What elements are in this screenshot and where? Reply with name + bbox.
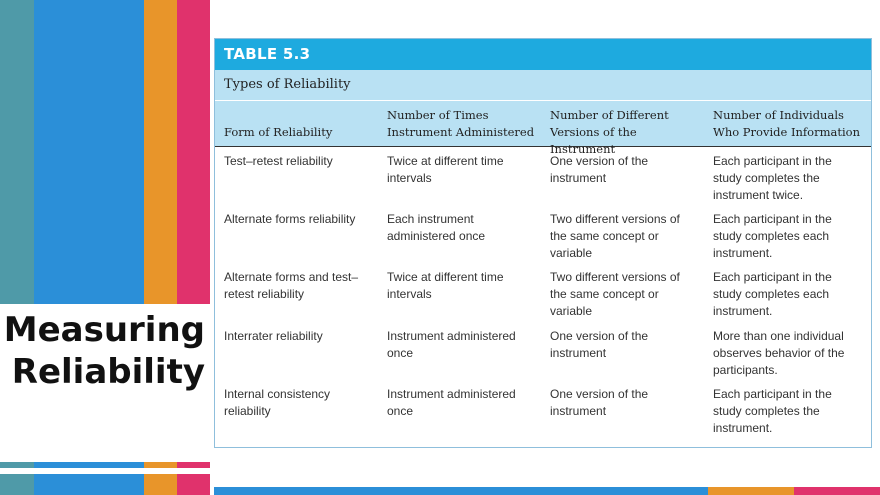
decor-band bbox=[0, 468, 213, 474]
table-cell: Alternate forms reliability bbox=[224, 212, 356, 226]
table-cell: Twice at different time intervals bbox=[387, 270, 504, 301]
table-cell: Each participant in the study completes the instrument twice. bbox=[713, 154, 832, 202]
title-band bbox=[0, 304, 213, 462]
column-header: Number of Different Versions of the Instrument bbox=[550, 108, 669, 156]
table-cell: Alternate forms and test–retest reliability bbox=[224, 270, 359, 301]
table-label: TABLE 5.3 bbox=[224, 45, 311, 63]
reliability-table bbox=[214, 38, 872, 448]
table-cell: Each participant in the study completes each instrument. bbox=[713, 212, 832, 260]
table-cell: One version of the instrument bbox=[550, 387, 649, 418]
column-header: Number of Individuals Who Provide Information bbox=[713, 108, 860, 139]
table-label-bar bbox=[215, 39, 871, 70]
table-cell: Test–retest reliability bbox=[224, 154, 333, 168]
column-header: Form of Reliability bbox=[224, 125, 333, 139]
table-cell: Instrument administered once bbox=[387, 329, 516, 360]
table-header-row bbox=[215, 101, 871, 156]
slide-title: Measuring Reliability bbox=[3, 310, 205, 392]
table-cell: Internal consistency reliability bbox=[224, 387, 331, 418]
table-cell: One version of the instrument bbox=[550, 154, 649, 185]
table-cell: More than one individual observes behavior of the participants. bbox=[713, 329, 845, 377]
table-cell: Each instrument administered once bbox=[387, 212, 486, 243]
table-cell: Interrater reliability bbox=[224, 329, 323, 343]
bottom-bar bbox=[214, 487, 880, 495]
table-cell: One version of the instrument bbox=[550, 329, 649, 360]
column-header: Number of Times Instrument Administered bbox=[387, 108, 535, 139]
table-cell: Each participant in the study completes the instrument. bbox=[713, 387, 832, 435]
table-cell: Each participant in the study completes each instrument. bbox=[713, 270, 832, 318]
table-caption-bar bbox=[215, 70, 871, 101]
table-cell: Instrument administered once bbox=[387, 387, 516, 418]
bottom-bar-pink bbox=[794, 487, 880, 495]
bottom-bar-orange bbox=[708, 487, 794, 495]
table-cell: Two different versions of the same concept or variable bbox=[550, 270, 680, 318]
table-cell: Two different versions of the same concept or variable bbox=[550, 212, 680, 260]
table-cell: Twice at different time intervals bbox=[387, 154, 504, 185]
table-caption: Types of Reliability bbox=[224, 77, 351, 92]
